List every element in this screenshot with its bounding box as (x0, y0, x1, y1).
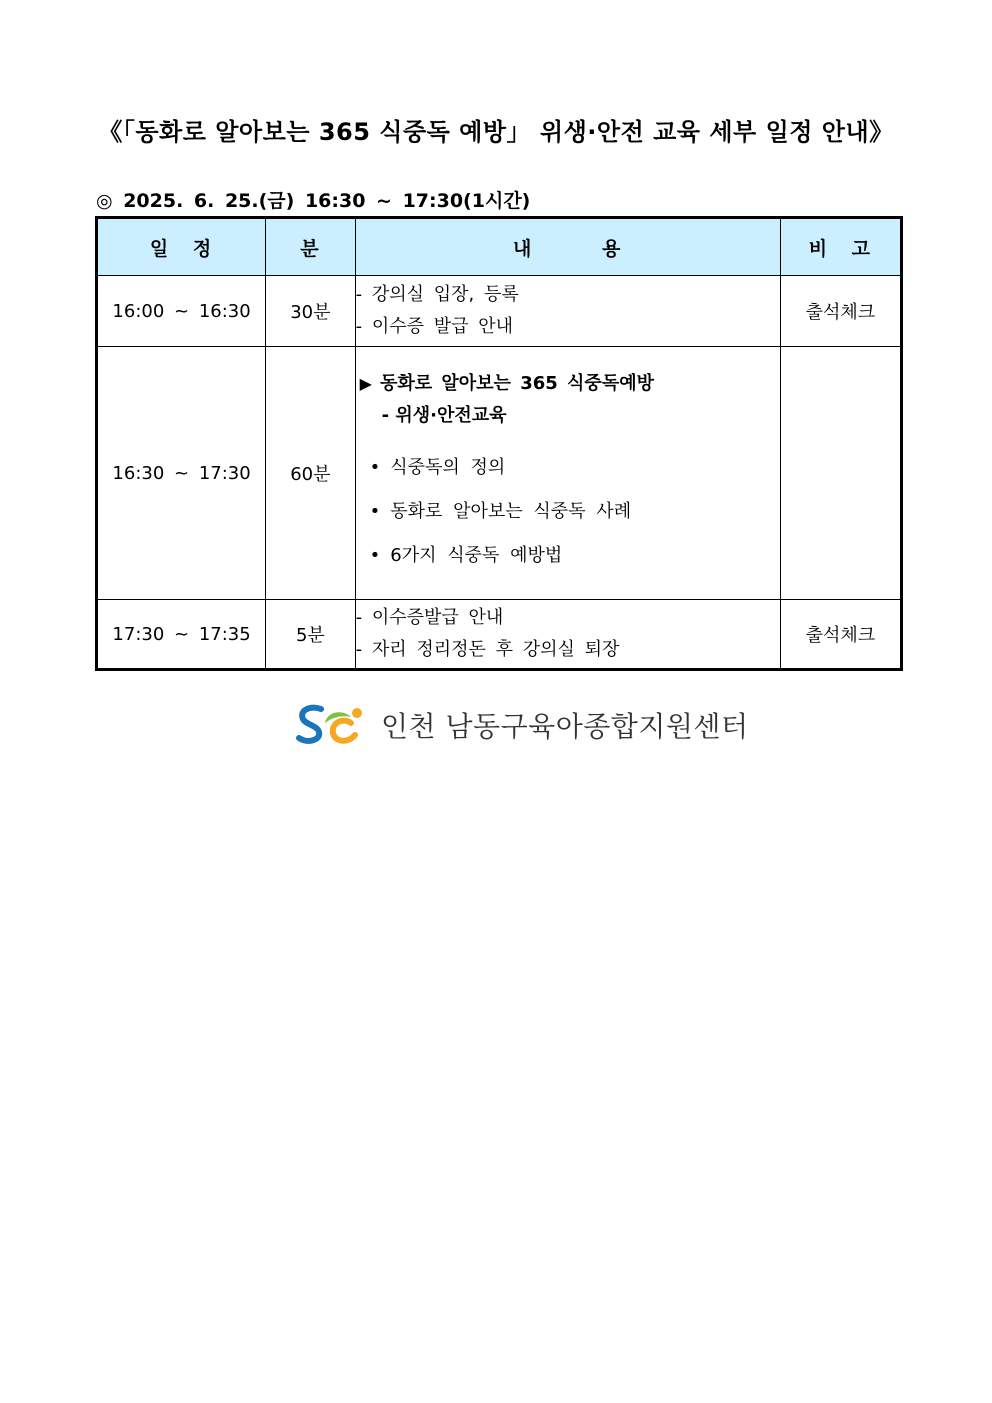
table-row (97, 347, 902, 600)
row-content (355, 276, 780, 347)
header-content: 내 용 (355, 218, 780, 276)
row-content (355, 600, 780, 670)
organization-logo (295, 703, 749, 747)
bullet-item (356, 534, 780, 578)
topic-heading (356, 368, 780, 400)
bullet-text: 동화로 알아보는 식중독 사례 (390, 501, 632, 522)
row-duration: 5분 (266, 600, 356, 670)
event-date-line: ◎ 2025. 6. 25.(금) 16:30 ~ 17:30(1시간) (96, 190, 531, 212)
subtopic-heading: - 위생·안전교육 (381, 405, 507, 426)
triangle-right-icon: ▶ (359, 374, 372, 393)
header-duration: 분 (266, 218, 356, 276)
bullet-text: 6가지 식중독 예방법 (390, 545, 563, 566)
childcare-center-logo-icon (295, 703, 371, 747)
bullet-text: 식중독의 정의 (390, 457, 506, 478)
row-content (355, 347, 780, 600)
header-note: 비 고 (780, 218, 901, 276)
row-note: 출석체크 (780, 600, 901, 670)
header-time: 일 정 (97, 218, 266, 276)
bullet-icon: • (369, 501, 381, 522)
content-line: - 이수증 발급 안내 (355, 316, 514, 337)
table-row (97, 276, 902, 347)
topic-text: 동화로 알아보는 365 식중독예방 (379, 373, 654, 394)
bullet-item (356, 446, 780, 490)
table-header-row (97, 218, 902, 276)
schedule-table (95, 216, 903, 671)
row-time: 16:00 ~ 16:30 (97, 276, 266, 347)
row-note: 출석체크 (780, 276, 901, 347)
row-duration: 60분 (266, 347, 356, 600)
document-title: 《「동화로 알아보는 365 식중독 예방」 위생·안전 교육 세부 일정 안내》 (98, 118, 894, 146)
bullet-icon: • (369, 545, 381, 566)
bullet-icon: • (369, 457, 381, 478)
bullet-item (356, 490, 780, 534)
row-time: 16:30 ~ 17:30 (97, 347, 266, 600)
logo-text: 인천 남동구육아종합지원센터 (381, 710, 749, 743)
content-line: - 자리 정리정돈 후 강의실 퇴장 (355, 639, 620, 660)
table-row (97, 600, 902, 670)
row-duration: 30분 (266, 276, 356, 347)
content-line: - 이수증발급 안내 (355, 607, 504, 628)
content-line: - 강의실 입장, 등록 (355, 284, 519, 305)
row-time: 17:30 ~ 17:35 (97, 600, 266, 670)
row-note (780, 347, 901, 600)
